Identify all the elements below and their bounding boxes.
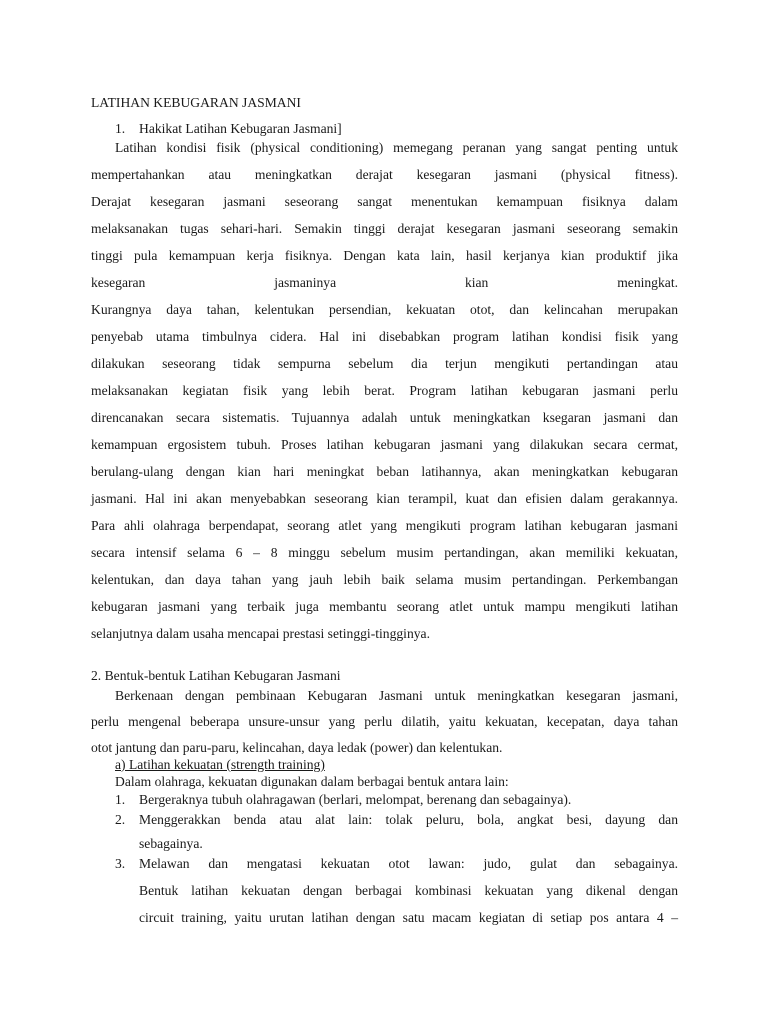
paragraph-line: penyebab utama timbulnya cidera. Hal ini disebabkan program latihan kondisi fisik yang (91, 329, 678, 344)
section-heading: 2. Bentuk-bentuk Latihan Kebugaran Jasmani (91, 668, 341, 683)
list-item-number: 3. (115, 856, 126, 871)
list-item-text: Bentuk latihan kekuatan dengan berbagai kombinasi kekuatan yang dikenal dengan (139, 883, 678, 898)
list-item-text: Bergeraknya tubuh olahragawan (berlari, melompat, berenang dan sebagainya). (139, 792, 572, 807)
section-heading: Hakikat Latihan Kebugaran Jasmani] (139, 121, 342, 136)
document-title: LATIHAN KEBUGARAN JASMANI (91, 95, 301, 110)
paragraph-line: kebugaran jasmani yang terbaik juga membantu seorang atlet untuk mampu mengikuti latihan (91, 599, 678, 614)
paragraph-line: melaksanakan tugas sehari-hari. Semakin tinggi derajat kesegaran jasmani seseorang semakin (91, 221, 678, 236)
subsection-heading: a) Latihan kekuatan (strength training) (115, 757, 325, 772)
list-item-text: Menggerakkan benda atau alat lain: tolak peluru, bola, angkat besi, dayung dan (139, 812, 678, 827)
paragraph-line: mempertahankan atau meningkatkan derajat kesegaran jasmani (physical fitness). (91, 167, 678, 182)
paragraph-line: otot jantung dan paru-paru, kelincahan, daya ledak (power) dan kelentukan. (91, 740, 503, 755)
paragraph-line: tinggi pula kemampuan kerja fisiknya. Dengan kata lain, hasil kerjanya kian produktif jika (91, 248, 678, 263)
paragraph-line: melaksanakan kegiatan fisik yang lebih berat. Program latihan kebugaran jasmani perlu (91, 383, 678, 398)
paragraph-line: Derajat kesegaran jasmani seseorang sangat menentukan kemampuan fisiknya dalam (91, 194, 678, 209)
paragraph-line: jasmani. Hal ini akan menyebabkan seseorang kian terampil, kuat dan efisien dalam gerakannya. (91, 491, 678, 506)
paragraph-line: kelentukan, dan daya tahan yang jauh lebih baik selama musim pertandingan. Perkembangan (91, 572, 678, 587)
paragraph-line: Berkenaan dengan pembinaan Kebugaran Jasmani untuk meningkatkan kesegaran jasmani, (115, 688, 678, 703)
paragraph-line: perlu mengenal beberapa unsure-unsur yang perlu dilatih, yaitu kekuatan, kecepatan, daya tahan (91, 714, 678, 729)
paragraph-line: secara intensif selama 6 – 8 minggu sebelum musim pertandingan, akan memiliki kekuatan, (91, 545, 678, 560)
list-item-number: 1. (115, 792, 126, 807)
paragraph-line: selanjutnya dalam usaha mencapai prestasi setinggi-tingginya. (91, 626, 430, 641)
paragraph-line: Kurangnya daya tahan, kelentukan persendian, kekuatan otot, dan kelincahan merupakan (91, 302, 678, 317)
paragraph-line: kemampuan ergosistem tubuh. Proses latihan kebugaran jasmani yang dilakukan secara cermat, (91, 437, 678, 452)
list-item-text: sebagainya. (139, 836, 203, 851)
paragraph-line: kesegaran jasmaninya kian meningkat. (91, 275, 678, 290)
paragraph-line: direncanakan secara sistematis. Tujuannya adalah untuk meningkatkan ksegaran jasmani dan (91, 410, 678, 425)
paragraph-line: Latihan kondisi fisik (physical conditioning) memegang peranan yang sangat penting untuk (115, 140, 678, 155)
list-item-number: 2. (115, 812, 126, 827)
list-item-text: Melawan dan mengatasi kekuatan otot lawan: judo, gulat dan sebagainya. (139, 856, 678, 871)
paragraph-line: Para ahli olahraga berpendapat, seorang atlet yang mengikuti program latihan kebugaran jasmani (91, 518, 678, 533)
subsection-intro: Dalam olahraga, kekuatan digunakan dalam berbagai bentuk antara lain: (115, 774, 509, 789)
list-item-text: circuit training, yaitu urutan latihan dengan satu macam kegiatan di setiap pos antara 4 – (139, 910, 678, 925)
paragraph-line: dilakukan seseorang tidak sempurna sebelum dia terjun mengikuti pertandingan atau (91, 356, 678, 371)
section-number: 1. (115, 121, 126, 136)
paragraph-line: berulang-ulang dengan kian hari meningkat beban latihannya, akan meningkatkan kebugaran (91, 464, 678, 479)
